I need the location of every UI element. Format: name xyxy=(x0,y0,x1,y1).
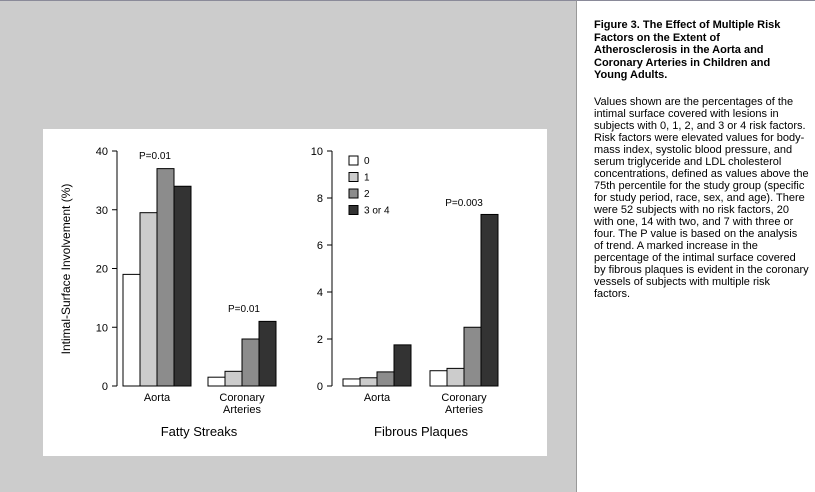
legend-swatch xyxy=(349,189,358,198)
chart0-y-tick-label: 0 xyxy=(101,381,108,393)
legend-label: 2 xyxy=(364,189,370,200)
chart1-category-label: Aorta xyxy=(363,392,391,404)
legend-label: 1 xyxy=(364,172,370,184)
legend-swatch xyxy=(349,173,358,182)
chart1-y-tick-label: 6 xyxy=(316,240,323,252)
chart0-category-label: Aorta xyxy=(143,392,171,404)
caption-pane xyxy=(576,0,815,492)
chart1-bar xyxy=(360,378,377,386)
chart1-bar xyxy=(464,327,481,386)
caption-title: Figure 3. The Effect of Multiple Risk Factors on the Extent of Atherosclerosis in the Aorta and Coronary Arteries in Children and Young Adults. xyxy=(594,19,781,81)
caption-body: Values shown are the percentages of the intimal surface covered with lesions in subjects with 0, 1, 2, and 3 or 4 risk factors. Risk factors were elevated values for body-mass index, systolic blood pressure, and serum triglyceride and LDL cholesterol concentrations, defined as values above the 75th percentile for the study group (specific for study period, race, sex, and age). There were 52 subjects with no risk factors, 20 with one, 14 with two, and 7 with three or four. The P value is based on the analysis of trend. A marked increase in the percentage of the intimal surface covered by fibrous plaques is evident in the coronary vessels of subjects with multiple risk factors. xyxy=(594,96,809,300)
chart0-title: Fatty Streaks xyxy=(160,424,238,439)
legend-swatch xyxy=(349,206,358,215)
legend-label: 3 or 4 xyxy=(364,205,390,217)
chart1-bar xyxy=(394,345,411,386)
chart0-bar xyxy=(208,377,225,386)
chart0-y-axis-label: Intimal-Surface Involvement (%) xyxy=(59,183,73,355)
chart0-y-tick-label: 10 xyxy=(95,322,108,335)
chart0-bar xyxy=(259,321,276,386)
chart1-y-tick-label: 8 xyxy=(316,193,323,205)
chart1-bar xyxy=(377,372,394,386)
chart1-title: Fibrous Plaques xyxy=(374,424,468,439)
chart1-p-value: P=0.003 xyxy=(445,198,483,209)
chart0-p-value: P=0.01 xyxy=(228,304,260,315)
chart1-y-tick-label: 10 xyxy=(310,146,323,158)
chart0-bar xyxy=(123,274,140,386)
legend-label: 0 xyxy=(364,156,370,167)
chart0-bar xyxy=(157,169,174,386)
chart1-bar xyxy=(430,371,447,386)
chart1-category-label: Coronary Arteries xyxy=(441,392,487,416)
chart0-y-tick-label: 30 xyxy=(95,204,108,217)
chart0-bar xyxy=(225,371,242,386)
chart0-bar xyxy=(242,339,259,386)
chart1-y-tick-label: 2 xyxy=(316,334,323,346)
chart1-bar xyxy=(343,379,360,386)
chart1-bar xyxy=(447,368,464,386)
chart1-y-tick-label: 4 xyxy=(316,287,323,299)
figure-box xyxy=(43,129,547,456)
chart0-y-tick-label: 40 xyxy=(95,146,108,158)
chart0-y-tick-label: 20 xyxy=(95,263,108,276)
chart0-category-label: Coronary Arteries xyxy=(219,392,265,416)
chart0-bar xyxy=(174,186,191,386)
chart1-y-tick-label: 0 xyxy=(316,381,323,393)
legend-swatch xyxy=(349,156,358,165)
figure-chart xyxy=(43,129,547,456)
chart0-p-value: P=0.01 xyxy=(139,151,171,162)
chart0-bar xyxy=(140,213,157,386)
chart1-bar xyxy=(481,214,498,386)
